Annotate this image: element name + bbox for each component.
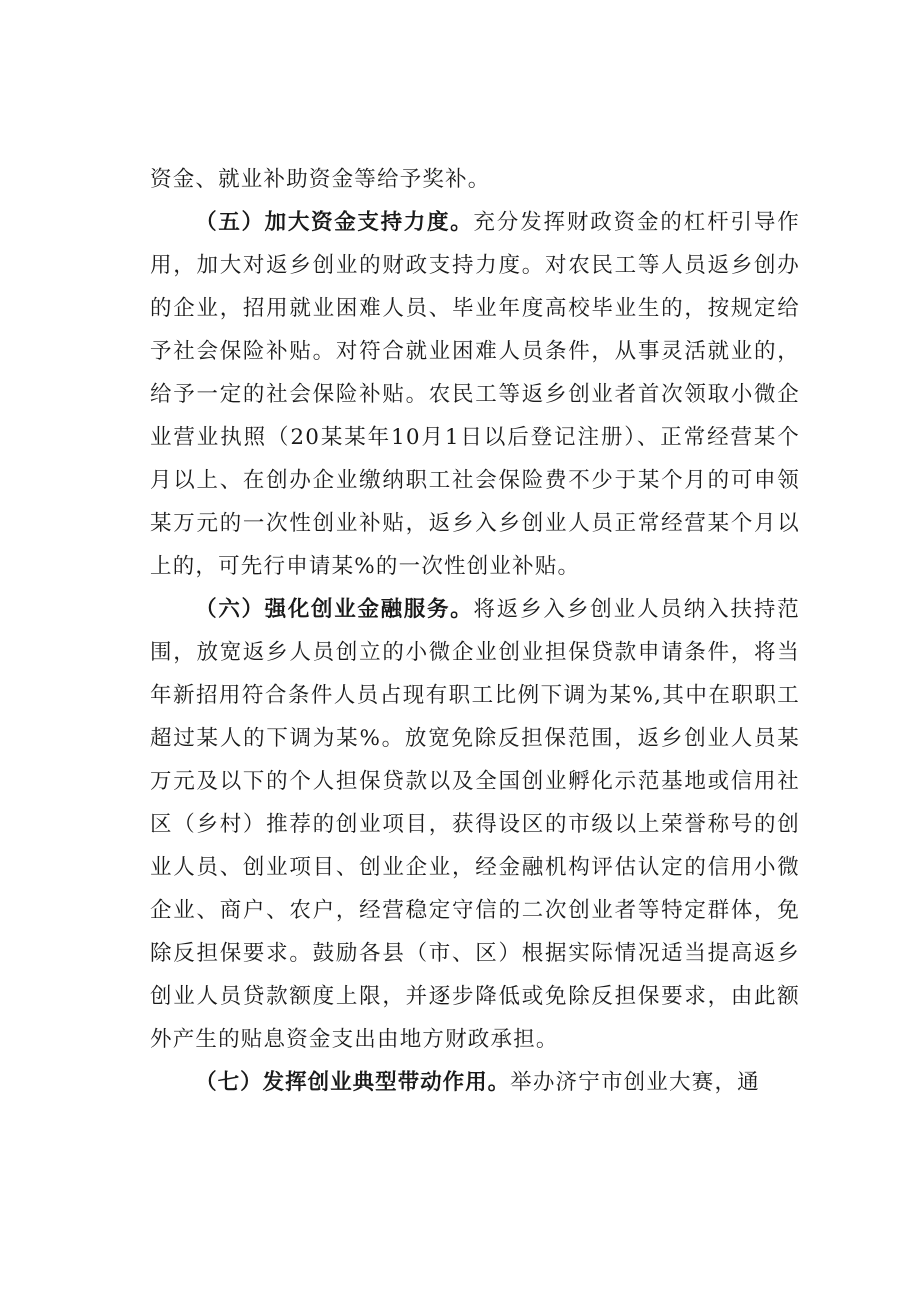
paragraph-body: 充分发挥财政资金的杠杆引导作用，加大对返乡创业的财政支持力度。对农民工等人员返乡创办的企业，招用就业困难人员、毕业年度高校毕业生的，按规定给予社会保险补贴。对符合就业困难人员条件，从事灵活就业的，给予一定的社会保险补贴。农民工等返乡创业者首次领取小微企业营业执照（20某某年10月1日以后登记注册）、正常经营某个月以上、在创办企业缴纳职工社会保险费不少于某个月的可申领某万元的一次性创业补贴，返乡入乡创业人员正常经营某个月以上的，可先行申请某%的一次性创业补贴。	[150, 210, 800, 579]
paragraph-section-7	[150, 1061, 800, 1104]
document-page	[150, 158, 800, 1104]
paragraph-section-5	[150, 201, 800, 588]
paragraph-section-6	[150, 588, 800, 1061]
paragraph-body: 资金、就业补助资金等给予奖补。	[150, 167, 491, 192]
paragraph-body: 将返乡入乡创业人员纳入扶持范围，放宽返乡人员创立的小微企业创业担保贷款申请条件，将当年新招用符合条件人员占现有职工比例下调为某%,其中在职职工超过某人的下调为某%。放宽免除反担保范围，返乡创业人员某万元及以下的个人担保贷款以及全国创业孵化示范基地或信用社区（乡村）推荐的创业项目，获得设区的市级以上荣誉称号的创业人员、创业项目、创业企业，经金融机构评估认定的信用小微企业、商户、农户，经营稳定守信的二次创业者等特定群体，免除反担保要求。鼓励各县（市、区）根据实际情况适当提高返乡创业人员贷款额度上限，并逐步降低或免除反担保要求，由此额外产生的贴息资金支出由地方财政承担。	[150, 597, 800, 1052]
paragraph-body: 举办济宁市创业大赛，通	[510, 1070, 760, 1095]
paragraph-continuation	[150, 158, 800, 201]
section-heading: （五）加大资金支持力度。	[195, 210, 474, 235]
section-heading: （七）发挥创业典型带动作用。	[195, 1070, 511, 1095]
section-heading: （六）强化创业金融服务。	[195, 597, 474, 622]
